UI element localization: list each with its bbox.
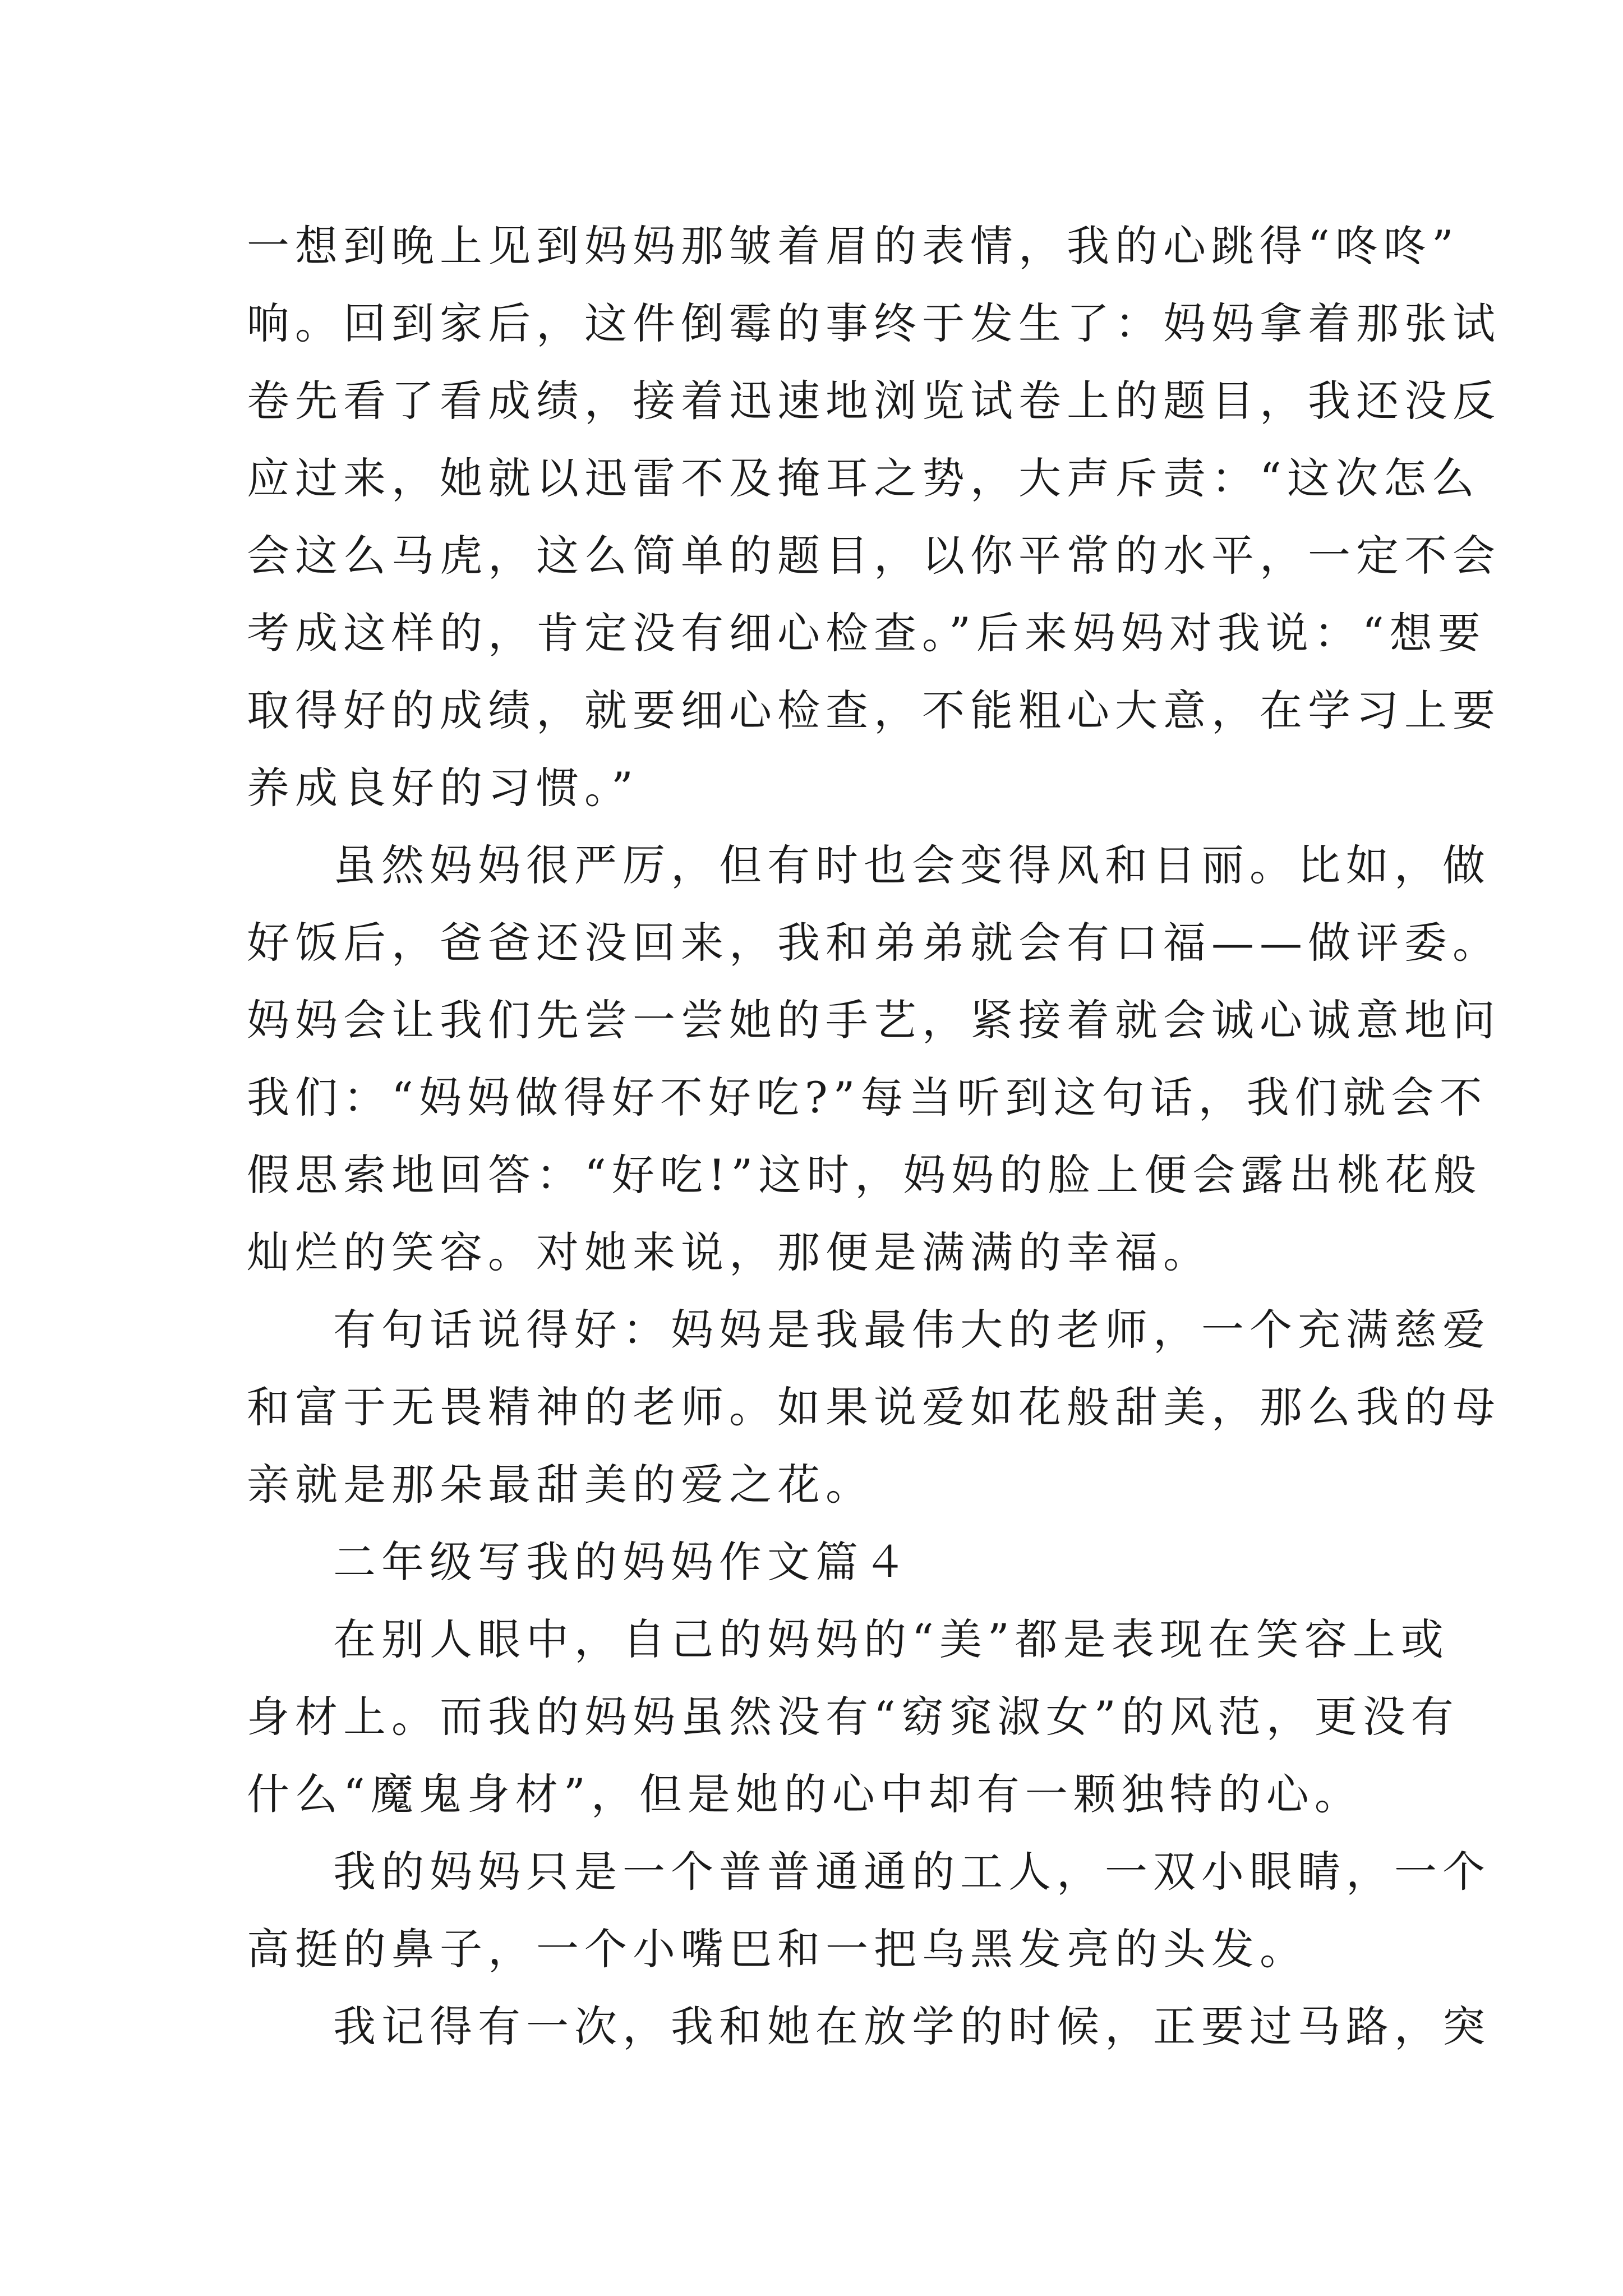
text-line: 妈妈会让我们先尝一尝她的手艺，紧接着就会诚心诚意地问 [247, 995, 1501, 1045]
paragraph-start-line: 我记得有一次，我和她在放学的时候，正要过马路，突 [333, 2001, 1491, 2051]
text-line: 考成这样的，肯定没有细心检查。”后来妈妈对我说：“想要 [247, 608, 1486, 658]
text-line: 我们：“妈妈做得好不好吃?”每当听到这句话，我们就会不 [247, 1073, 1488, 1122]
text-line: 高挺的鼻子，一个小嘴巴和一把乌黑发亮的头发。 [247, 1924, 1308, 1974]
text-line: 养成良好的习惯。” [247, 763, 639, 813]
text-line: 和富于无畏精神的老师。如果说爱如花般甜美，那么我的母 [247, 1382, 1501, 1432]
paragraph-start-line: 我的妈妈只是一个普普通通的工人，一双小眼睛，一个 [333, 1847, 1491, 1897]
text-line: 灿烂的笑容。对她来说，那便是满满的幸福。 [247, 1227, 1211, 1277]
text-line: 假思索地回答：“好吃!”这时，妈妈的脸上便会露出桃花般 [247, 1150, 1482, 1200]
paragraph-start-line: 有句话说得好：妈妈是我最伟大的老师，一个充满慈爱 [333, 1305, 1491, 1355]
text-line: 响。回到家后，这件倒霉的事终于发生了：妈妈拿着那张试 [247, 298, 1501, 348]
text-line: 卷先看了看成绩，接着迅速地浏览试卷上的题目，我还没反 [247, 376, 1501, 426]
text-line: 会这么马虎，这么简单的题目，以你平常的水平，一定不会 [247, 531, 1501, 581]
text-line: 身材上。而我的妈妈虽然没有“窈窕淑女”的风范，更没有 [247, 1692, 1459, 1742]
text-line: 什么“魔鬼身材”，但是她的心中却有一颗独特的心。 [247, 1769, 1363, 1819]
text-line: 取得好的成绩，就要细心检查，不能粗心大意，在学习上要 [247, 685, 1501, 735]
paragraph-start-line: 在别人眼中，自己的妈妈的“美”都是表现在笑容上或 [333, 1614, 1449, 1664]
section-heading: 二年级写我的妈妈作文篇４ [333, 1537, 912, 1587]
text-line: 亲就是那朵最甜美的爱之花。 [247, 1460, 874, 1510]
text-line: 好饭后，爸爸还没回来，我和弟弟就会有口福——做评委。 [247, 918, 1501, 968]
paragraph-start-line: 虽然妈妈很严厉，但有时也会变得风和日丽。比如，做 [333, 840, 1491, 890]
text-line: 应过来，她就以迅雷不及掩耳之势，大声斥责：“这次怎么 [247, 453, 1480, 503]
text-line: 一想到晚上见到妈妈那皱着眉的表情，我的心跳得“咚咚” [247, 221, 1459, 271]
document-page [247, 208, 1501, 2065]
